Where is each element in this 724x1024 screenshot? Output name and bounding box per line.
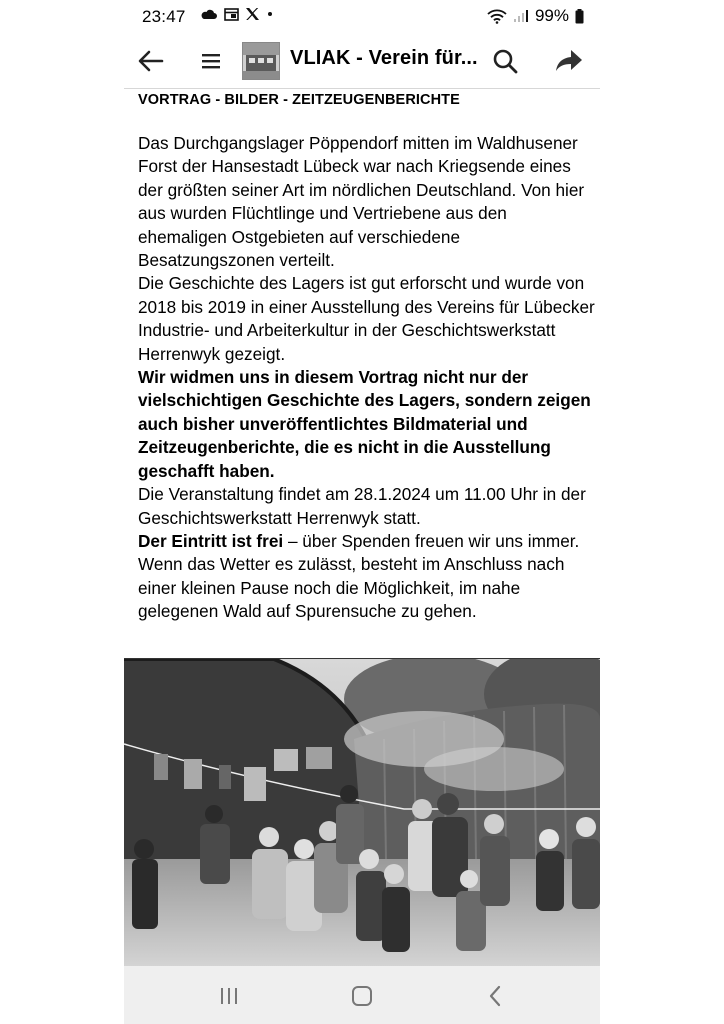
system-status bbox=[487, 6, 584, 26]
chevron-left-icon bbox=[488, 985, 502, 1007]
system-back-button[interactable] bbox=[480, 984, 510, 1008]
home-button[interactable] bbox=[347, 984, 377, 1008]
paragraph-walk: Wenn das Wetter es zulässt, besteht im Anschluss nach einer kleinen Pause noch die Möglichkeit, im nahe gelegenen Wald auf Spurensuche zu gehen. bbox=[138, 554, 565, 622]
dot-icon bbox=[266, 10, 274, 18]
battery-icon bbox=[575, 9, 584, 24]
admission-rest: – über Spenden freuen wir uns immer. bbox=[283, 530, 580, 551]
wifi-icon bbox=[487, 9, 507, 24]
hamburger-menu-icon bbox=[201, 52, 221, 70]
calendar-icon bbox=[224, 8, 239, 21]
share-icon bbox=[555, 49, 583, 73]
recents-icon bbox=[219, 987, 239, 1005]
system-navigation-bar bbox=[124, 966, 600, 1024]
home-icon bbox=[351, 985, 373, 1007]
page-avatar-image bbox=[243, 43, 279, 79]
arrow-left-icon bbox=[138, 50, 164, 72]
share-button[interactable] bbox=[552, 44, 586, 78]
search-button[interactable] bbox=[488, 44, 522, 78]
battery-percent: 99% bbox=[534, 6, 569, 25]
signal-icon bbox=[513, 9, 529, 23]
status-bar bbox=[124, 0, 600, 34]
search-icon bbox=[492, 48, 518, 74]
post-body bbox=[138, 132, 598, 624]
paragraph-event-date: Die Veranstaltung findet am 28.1.2024 um 11.00 Uhr in der Geschichtswerkstatt Herrenwyk statt. bbox=[138, 484, 586, 528]
recents-button[interactable] bbox=[214, 984, 244, 1008]
paragraph-history: Die Geschichte des Lagers ist gut erforscht und wurde von 2018 bis 2019 in einer Ausstellung des Vereins für Lübecker Industrie- und Arbeiterkultur in der Geschichtswerkstatt Herrenwyk gezeigt. bbox=[138, 273, 595, 364]
app-bar bbox=[124, 34, 600, 89]
paragraph-intro: Das Durchgangslager Pöppendorf mitten im Waldhusener Forst der Hansestadt Lübeck war nach Kriegsende eines der größten seiner Art im nördlichen Deutschland. Von hier aus wurden Flüchtlinge und Vertriebene aus den ehemaligen Ostgebieten auf verschiedene Besatzungszonen verteilt. bbox=[138, 133, 585, 271]
x-logo-icon bbox=[245, 7, 260, 21]
admission-bold: Der Eintritt ist frei bbox=[138, 530, 284, 551]
paragraph-highlight: Wir widmen uns in diesem Vortrag nicht nur der vielschichtigen Geschichte des Lagers, sondern zeigen auch bisher unveröffentlichtes Bildmaterial und Zeitzeugenberichte, die es nicht in die Ausstellung geschafft haben. bbox=[138, 367, 591, 481]
notification-icons bbox=[200, 7, 274, 21]
status-time: 23:47 bbox=[142, 7, 186, 26]
cloud-icon bbox=[200, 8, 218, 20]
back-button[interactable] bbox=[134, 44, 168, 78]
post-photo[interactable] bbox=[124, 658, 600, 967]
menu-button[interactable] bbox=[194, 44, 228, 78]
historical-camp-photo bbox=[124, 659, 600, 967]
post-headline: VORTRAG - BILDER - ZEITZEUGENBERICHTE bbox=[138, 92, 460, 108]
paragraph-admission bbox=[138, 530, 598, 553]
post-content bbox=[138, 90, 598, 624]
page-title[interactable]: VLIAK - Verein für... bbox=[290, 47, 478, 69]
page-avatar[interactable] bbox=[242, 42, 280, 80]
